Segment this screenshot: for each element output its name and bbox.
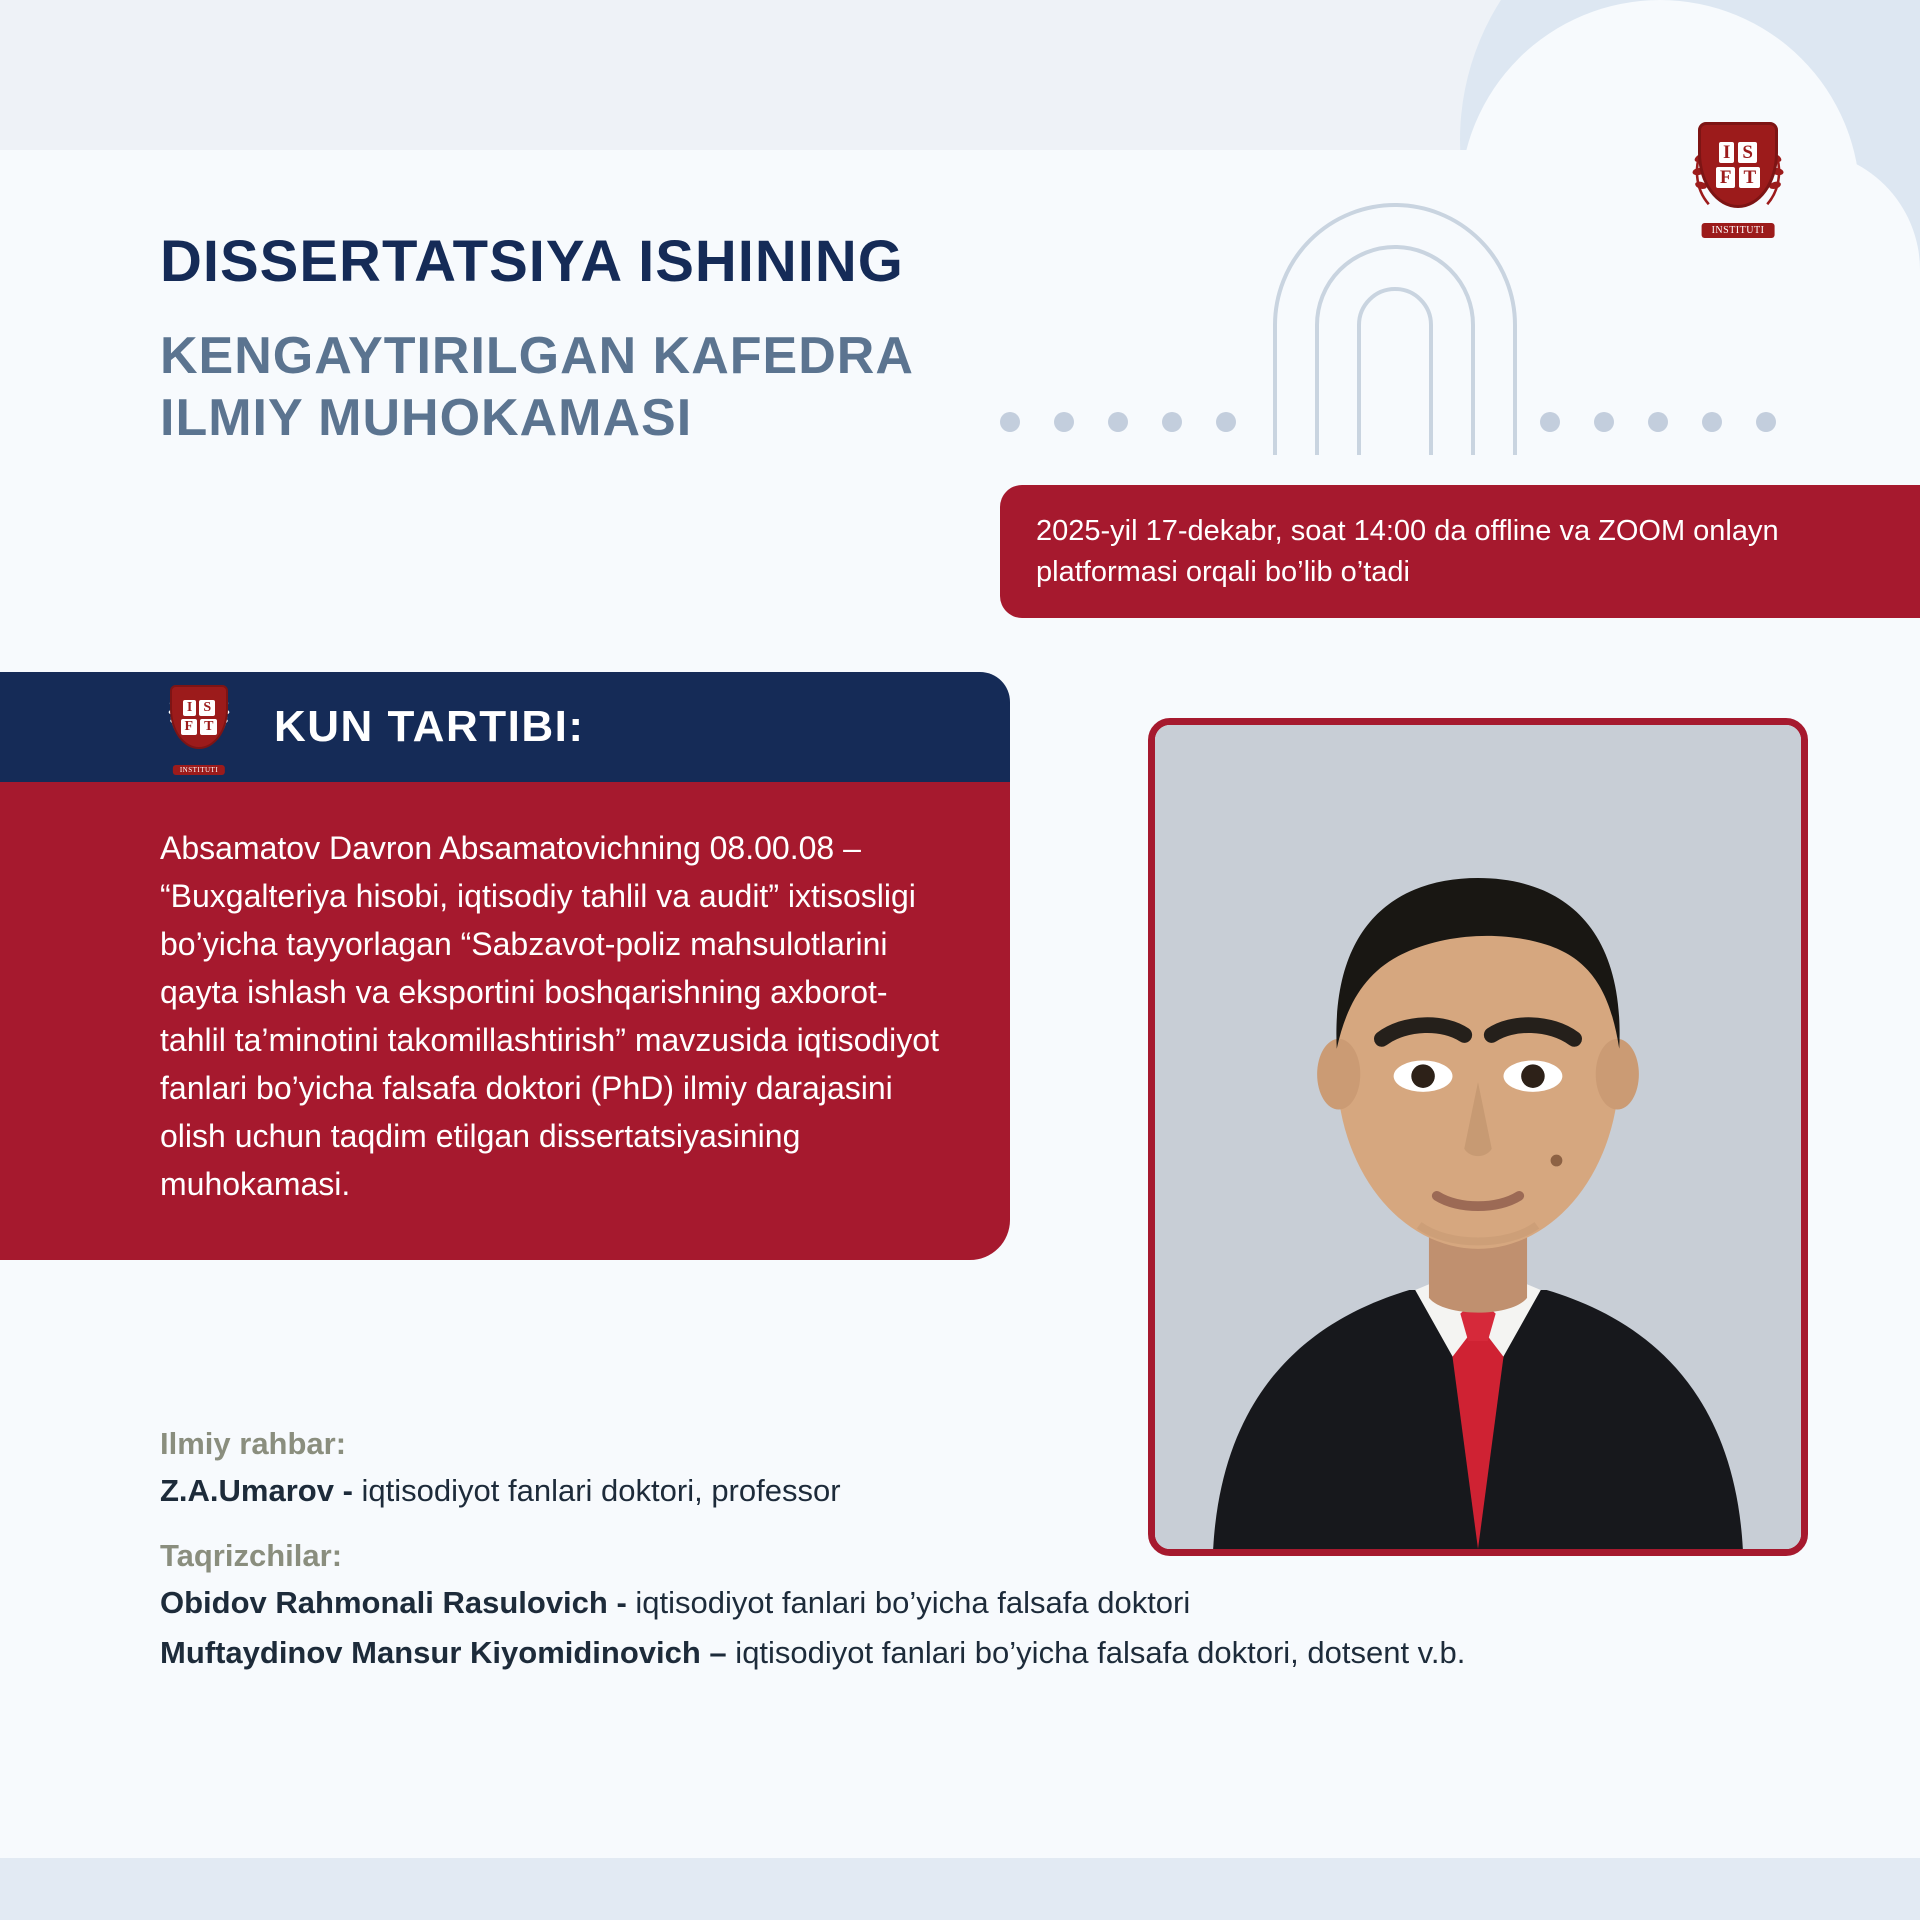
- logo-letter-t: T: [1739, 167, 1760, 188]
- reviewers-label: Taqrizchilar:: [160, 1537, 343, 1573]
- dot: [1000, 412, 1020, 432]
- page-subtitle: KENGAYTIRILGAN KAFEDRA ILMIY MUHOKAMASI: [160, 326, 912, 448]
- reviewer-1-name: Obidov Rahmonali Rasulovich -: [160, 1584, 627, 1620]
- supervisor-line: [160, 1470, 1760, 1512]
- dot: [1540, 412, 1560, 432]
- logo-letter-i: I: [183, 700, 196, 716]
- dot: [1054, 412, 1074, 432]
- reviewer-line: [160, 1632, 1760, 1674]
- logo-letter-s: S: [1738, 142, 1757, 163]
- title-block: [160, 230, 920, 450]
- dot: [1162, 412, 1182, 432]
- isft-logo-small: [160, 679, 238, 775]
- dots-left-group: [1000, 412, 1236, 432]
- logo-letter-f: F: [1716, 167, 1736, 188]
- reviewer-2-title: iqtisodiyot fanlari bo’yicha falsafa doktori, dotsent v.b.: [726, 1634, 1466, 1670]
- bottom-strip: [0, 1858, 1920, 1920]
- agenda-heading: KUN TARTIBI:: [274, 702, 585, 751]
- supervisor-title: iqtisodiyot fanlari doktori, professor: [352, 1473, 841, 1508]
- logo-letter-s: S: [199, 700, 215, 716]
- logo-ribbon-label: INSTITUTI: [1702, 223, 1775, 238]
- dot: [1702, 412, 1722, 432]
- dot: [1216, 412, 1236, 432]
- credits-block: [160, 1400, 1760, 1674]
- reviewer-2-name: Muftaydinov Mansur Kiyomidinovich –: [160, 1634, 727, 1670]
- dot: [1756, 412, 1776, 432]
- agenda-body-text: Absamatov Davron Absamatovichning 08.00.08 – “Buxgalteriya hisobi, iqtisodiy tahlil va audit” ixtisosligi bo’yicha tayyorlagan “Sabzavot-poliz mahsulotlarini qayta ishlash va eksportini boshqarishning axborot-tahlil ta’minotini takomillashtirish” mavzusida iqtisodiyot fanlari bo’yicha falsafa doktori (PhD) ilmiy darajasini olish uchun taqdim etilgan dissertatsiyasining muhokamasi.: [0, 782, 1010, 1260]
- logo-ribbon-label: INSTITUTI: [173, 765, 225, 775]
- isft-logo: [1684, 122, 1792, 240]
- agenda-header-bar: [0, 672, 1010, 782]
- dot: [1108, 412, 1128, 432]
- dot: [1648, 412, 1668, 432]
- reviewer-1-title: iqtisodiyot fanlari bo’yicha falsafa doktori: [626, 1584, 1191, 1620]
- logo-letter-f: F: [181, 719, 198, 735]
- date-banner: 2025-yil 17-dekabr, soat 14:00 da offline va ZOOM onlayn platformasi orqali bo’lib o’tadi: [1000, 485, 1920, 618]
- supervisor-name: Z.A.Umarov -: [160, 1473, 353, 1508]
- dot: [1594, 412, 1614, 432]
- supervisor-label: Ilmiy rahbar:: [160, 1426, 347, 1461]
- shield-icon: [1698, 122, 1778, 208]
- reviewer-line: [160, 1582, 1760, 1624]
- logo-letter-i: I: [1719, 142, 1734, 163]
- dots-right-group: [1540, 412, 1776, 432]
- shield-icon: [170, 685, 228, 749]
- logo-letter-t: T: [200, 719, 217, 735]
- page-title: DISSERTATSIYA ISHINING: [160, 229, 904, 294]
